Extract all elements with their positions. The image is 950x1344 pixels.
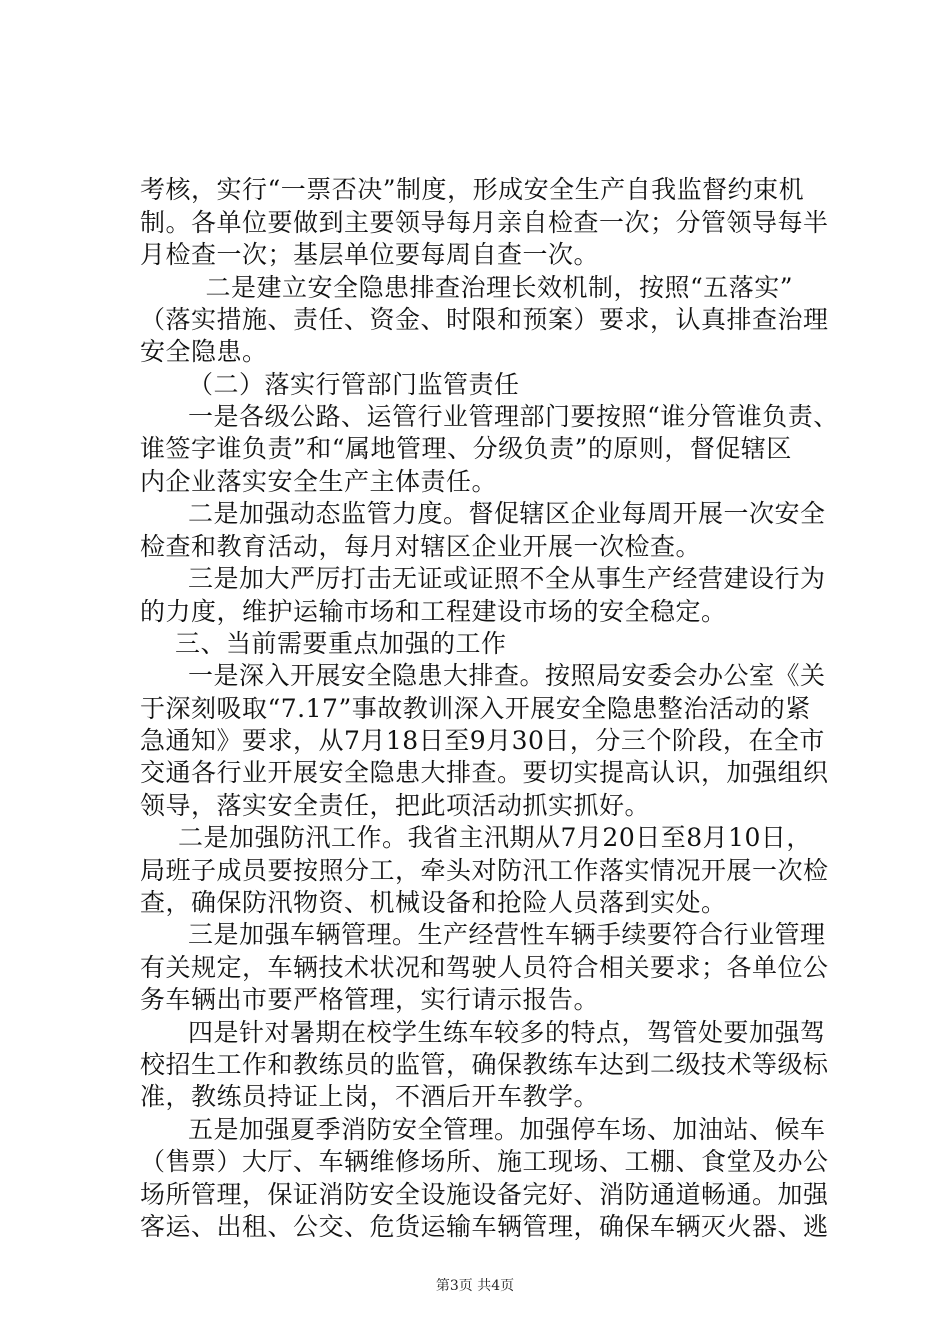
text-line: （落实措施、责任、资金、时限和预案）要求，认真排查治理 xyxy=(140,305,829,334)
text-line: 于深刻吸取“7.17”事故教训深入开展安全隐患整治活动的紧 xyxy=(140,694,811,723)
text-line: 二是建立安全隐患排查治理长效机制，按照“五落实” xyxy=(180,273,794,302)
text-line: 三是加强车辆管理。生产经营性车辆手续要符合行业管理 xyxy=(188,920,826,949)
text-line: 务车辆出市要严格管理，实行请示报告。 xyxy=(140,985,600,1014)
text-line: 四是针对暑期在校学生练车较多的特点，驾管处要加强驾 xyxy=(188,1018,826,1047)
text-line: 检查和教育活动，每月对辖区企业开展一次检查。 xyxy=(140,532,702,561)
section-heading: （二）落实行管部门监管责任 xyxy=(175,370,520,399)
page-number-footer: 第3页 共4页 xyxy=(435,1278,515,1294)
text-line: 场所管理，保证消防安全设施设备完好、消防通道畅通。加强 xyxy=(140,1180,829,1209)
text-line: 制。各单位要做到主要领导每月亲自检查一次；分管领导每半 xyxy=(140,208,829,237)
text-line: 五是加强夏季消防安全管理。加强停车场、加油站、候车 xyxy=(188,1115,826,1144)
text-line: 有关规定，车辆技术状况和驾驶人员符合相关要求；各单位公 xyxy=(140,953,829,982)
text-line: 领导，落实安全责任，把此项活动抓实抓好。 xyxy=(140,791,651,820)
text-line: 内企业落实安全生产主体责任。 xyxy=(140,467,498,496)
text-line: 月检查一次；基层单位要每周自查一次。 xyxy=(140,240,600,269)
text-line: 局班子成员要按照分工，牵头对防汛工作落实情况开展一次检 xyxy=(140,856,829,885)
text-line: （售票）大厅、车辆维修场所、施工现场、工棚、食堂及办公 xyxy=(140,1147,829,1176)
text-line: 安全隐患。 xyxy=(140,337,268,366)
section-heading: 三、当前需要重点加强的工作 xyxy=(175,629,507,658)
text-line: 考核，实行“一票否决”制度，形成安全生产自我监督约束机 xyxy=(140,175,805,204)
text-line: 谁签字谁负责”和“属地管理、分级负责”的原则，督促辖区 xyxy=(140,434,792,463)
text-line: 的力度，维护运输市场和工程建设市场的安全稳定。 xyxy=(140,597,727,626)
text-line: 急通知》要求，从7月18日至9月30日，分三个阶段，在全市 xyxy=(140,726,825,755)
text-line: 准，教练员持证上岗，不酒后开车教学。 xyxy=(140,1082,600,1111)
text-line: 二是加强动态监管力度。督促辖区企业每周开展一次安全 xyxy=(188,499,826,528)
text-line: 校招生工作和教练员的监管，确保教练车达到二级技术等级标 xyxy=(140,1050,829,1079)
text-line: 客运、出租、公交、危货运输车辆管理，确保车辆灭火器、逃 xyxy=(140,1212,829,1241)
text-line: 一是各级公路、运管行业管理部门要按照“谁分管谁负责、 xyxy=(188,402,839,431)
text-line: 查，确保防汛物资、机械设备和抢险人员落到实处。 xyxy=(140,888,727,917)
text-line: 一是深入开展安全隐患大排查。按照局安委会办公室《关 xyxy=(188,661,826,690)
text-line: 三是加大严厉打击无证或证照不全从事生产经营建设行为 xyxy=(188,564,826,593)
text-line: 交通各行业开展安全隐患大排查。要切实提高认识，加强组织 xyxy=(140,758,829,787)
text-line: 二是加强防汛工作。我省主汛期从7月20日至8月10日， xyxy=(178,823,812,852)
